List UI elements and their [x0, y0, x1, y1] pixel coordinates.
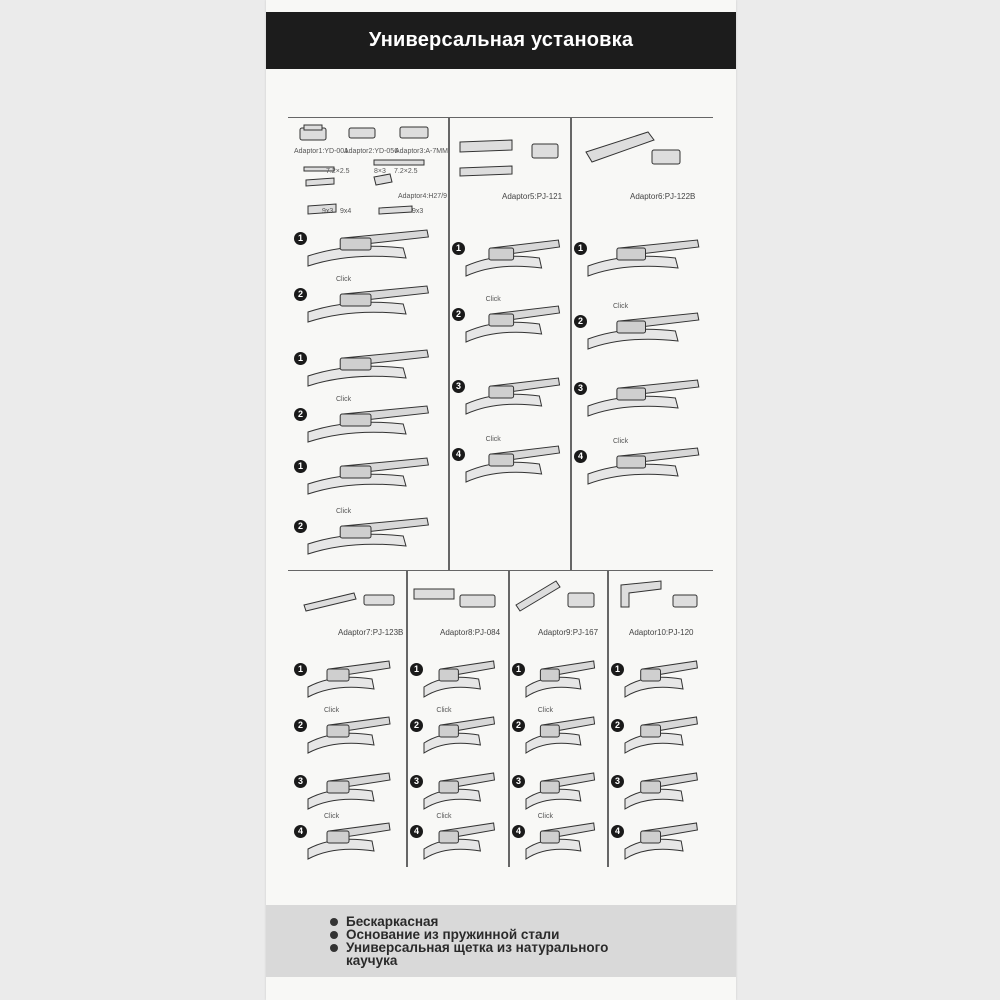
click-label: Click — [613, 438, 629, 445]
divider-1 — [448, 117, 450, 570]
wiper-mount-illustration — [294, 817, 394, 861]
size-label-4: 9x3 — [322, 208, 334, 215]
divider-2 — [570, 117, 572, 570]
step-number-badge: 4 — [611, 825, 624, 838]
click-label: Click — [436, 813, 452, 820]
step-number-badge: 1 — [574, 242, 587, 255]
click-label: Click — [336, 508, 352, 515]
panel-adaptor-9 — [512, 575, 604, 865]
adaptor-5-illustration — [452, 122, 568, 182]
wiper-mount-illustration — [294, 655, 394, 699]
adaptor-7-illustration — [294, 575, 402, 615]
step-number-badge: 1 — [410, 663, 423, 676]
step-number-badge: 1 — [452, 242, 465, 255]
title-bar — [266, 12, 736, 69]
panel-adaptors-1-4 — [294, 122, 448, 567]
panel-adaptor-7 — [294, 575, 402, 865]
step-number-badge: 4 — [294, 825, 307, 838]
click-label: Click — [336, 276, 352, 283]
feature-item-continued — [326, 954, 608, 967]
middle-grid-line — [288, 570, 713, 571]
adaptor-10-label: Adaptor10:PJ-120 — [629, 628, 694, 637]
wiper-mount-illustration — [611, 711, 701, 755]
adaptor-label-1: Adaptor1:YD-001 — [294, 148, 349, 155]
wiper-mount-illustration — [410, 767, 498, 811]
step-number-badge: 2 — [512, 719, 525, 732]
wiper-mount-illustration — [574, 442, 704, 486]
wiper-mount-illustration — [574, 234, 704, 278]
step-number-badge: 4 — [452, 448, 465, 461]
feature-text: Бескаркасная — [346, 914, 439, 929]
page-title: Универсальная установка — [368, 29, 634, 51]
step-number-badge: 3 — [512, 775, 525, 788]
feature-text: каучука — [346, 953, 398, 968]
adaptor-set-illustration — [294, 122, 444, 217]
click-label: Click — [336, 396, 352, 403]
wiper-mount-illustration — [512, 655, 598, 699]
adaptor-9-label: Adaptor9:PJ-167 — [538, 628, 599, 637]
step-number-badge: 4 — [410, 825, 423, 838]
wiper-mount-illustration — [512, 817, 598, 861]
panel-adaptor-8 — [410, 575, 505, 865]
size-label-1: 7.2×2.5 — [326, 168, 350, 175]
click-label: Click — [537, 813, 553, 820]
step-number-badge: 2 — [574, 315, 587, 328]
instruction-card — [266, 0, 736, 1000]
step-number-badge: 2 — [452, 308, 465, 321]
step-number-badge: 3 — [294, 775, 307, 788]
wiper-mount-illustration — [410, 817, 498, 861]
step-number-badge: 1 — [294, 663, 307, 676]
features-list — [326, 915, 608, 967]
step-number-badge: 2 — [294, 288, 307, 301]
step-number-badge: 3 — [452, 380, 465, 393]
wiper-mount-illustration — [294, 224, 434, 268]
wiper-mount-illustration — [574, 374, 704, 418]
step-number-badge: 1 — [512, 663, 525, 676]
divider-3 — [406, 570, 408, 867]
step-number-badge: 4 — [574, 450, 587, 463]
divider-5 — [607, 570, 609, 867]
panel-adaptor-5 — [452, 122, 568, 567]
features-box — [266, 905, 736, 977]
step-number-badge: 2 — [410, 719, 423, 732]
wiper-mount-illustration — [294, 767, 394, 811]
wiper-mount-illustration — [512, 711, 598, 755]
step-number-badge: 2 — [294, 408, 307, 421]
step-number-badge: 2 — [294, 520, 307, 533]
click-label: Click — [485, 436, 501, 443]
feature-text: Основание из пружинной стали — [346, 927, 560, 942]
divider-4 — [508, 570, 510, 867]
adaptor-8-label: Adaptor8:PJ-084 — [440, 628, 501, 637]
panel-adaptor-6 — [574, 122, 710, 567]
bullet-icon — [330, 944, 338, 952]
wiper-mount-illustration — [294, 512, 434, 556]
step-number-badge: 3 — [410, 775, 423, 788]
wiper-mount-illustration — [410, 711, 498, 755]
size-label-5: 9x4 — [340, 208, 352, 215]
adaptor-10-illustration — [611, 575, 711, 615]
top-grid-line — [288, 117, 713, 118]
click-label: Click — [324, 813, 340, 820]
bullet-icon — [330, 931, 338, 939]
size-label-3: 7.2×2.5 — [394, 168, 418, 175]
wiper-mount-illustration — [294, 400, 434, 444]
wiper-mount-illustration — [410, 655, 498, 699]
click-label: Click — [436, 707, 452, 714]
wiper-mount-illustration — [294, 711, 394, 755]
click-label: Click — [324, 707, 340, 714]
adaptor-6-label: Adaptor6:PJ-122B — [630, 192, 696, 201]
step-number-badge: 3 — [574, 382, 587, 395]
step-number-badge: 2 — [611, 719, 624, 732]
adaptor-label-2: Adaptor2:YD-056 — [344, 148, 399, 155]
step-number-badge: 3 — [611, 775, 624, 788]
wiper-mount-illustration — [452, 234, 564, 278]
adaptor-5-label: Adaptor5:PJ-121 — [502, 192, 563, 201]
panel-adaptor-10 — [611, 575, 711, 865]
size-label-2: 8×3 — [374, 168, 386, 175]
wiper-mount-illustration — [512, 767, 598, 811]
click-label: Click — [613, 303, 629, 310]
wiper-mount-illustration — [452, 440, 564, 484]
adaptor-8-illustration — [410, 575, 505, 615]
adaptor-7-label: Adaptor7:PJ-123B — [338, 628, 404, 637]
wiper-mount-illustration — [294, 280, 434, 324]
wiper-mount-illustration — [611, 817, 701, 861]
wiper-mount-illustration — [611, 767, 701, 811]
feature-text: Универсальная щетка из натурального — [346, 940, 609, 955]
step-number-badge: 1 — [611, 663, 624, 676]
adaptor-label-3: Adaptor3:A-7MM — [395, 148, 448, 155]
wiper-mount-illustration — [611, 655, 701, 699]
wiper-mount-illustration — [574, 307, 704, 351]
click-label: Click — [537, 707, 553, 714]
wiper-mount-illustration — [294, 344, 434, 388]
adaptor-9-illustration — [512, 575, 604, 615]
wiper-mount-illustration — [452, 300, 564, 344]
bullet-icon — [330, 918, 338, 926]
step-number-badge: 1 — [294, 232, 307, 245]
wiper-mount-illustration — [294, 452, 434, 496]
step-number-badge: 1 — [294, 460, 307, 473]
click-label: Click — [485, 296, 501, 303]
wiper-mount-illustration — [452, 372, 564, 416]
step-number-badge: 1 — [294, 352, 307, 365]
adaptor-6-illustration — [574, 122, 710, 182]
step-number-badge: 2 — [294, 719, 307, 732]
size-label-6: 9x3 — [412, 208, 424, 215]
adaptor-label-4: Adaptor4:H27/9 — [398, 193, 448, 200]
step-number-badge: 4 — [512, 825, 525, 838]
